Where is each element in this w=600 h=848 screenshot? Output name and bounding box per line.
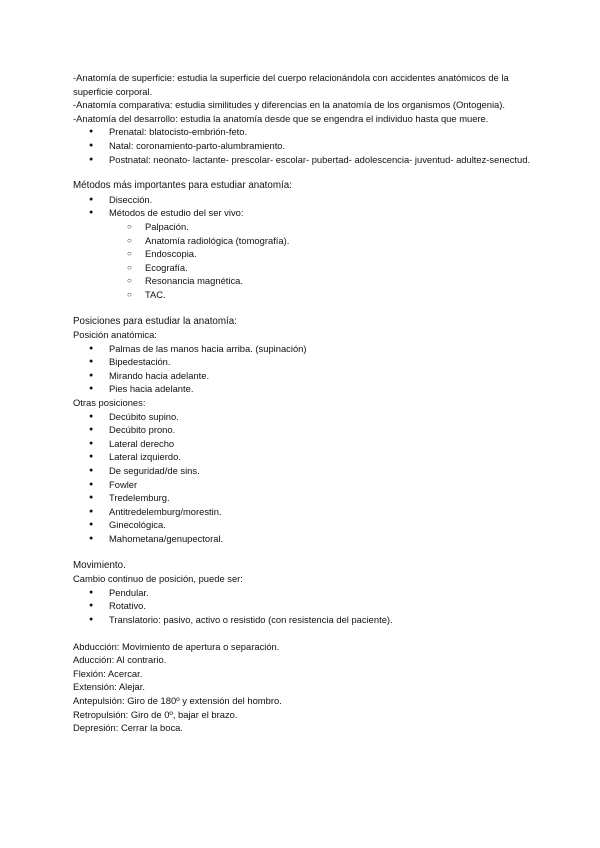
list-item: ● Natal: coronamiento-parto-alumbramiento. (89, 139, 286, 151)
bullet-icon: ● (89, 385, 94, 393)
list-item: ● Disección. (89, 193, 153, 205)
definicion-antepulsion: Antepulsión: Giro de 180º y extensión del hombro. (73, 694, 282, 706)
circle-bullet-icon: ○ (127, 289, 132, 299)
bullet-icon: ● (89, 494, 94, 502)
bullet-icon: ● (89, 507, 94, 515)
sub-list-item: ○ Resonancia magnética. (127, 275, 243, 287)
bullet-icon: ● (89, 602, 94, 610)
anatomia-desarrollo-paragraph: -Anatomía del desarrollo: estudia la anatomía desde que se engendra el individuo hasta que muere. (73, 112, 489, 124)
bullet-icon: ● (89, 344, 94, 352)
otras-posiciones-label: Otras posiciones: (73, 397, 146, 409)
list-item: ● Métodos de estudio del ser vivo: (89, 207, 244, 219)
definicion-flexion: Flexión: Acercar. (73, 667, 143, 679)
bullet-icon: ● (89, 358, 94, 366)
definicion-abduccion: Abducción: Movimiento de apertura o separación. (73, 640, 280, 652)
sub-list-item: ○ Palpación. (127, 220, 189, 232)
bullet-icon: ● (89, 195, 94, 203)
list-item: ● Mahometana/genupectoral. (89, 533, 224, 544)
list-item: ● Prenatal: blatocisto-embrión-feto. (89, 126, 248, 138)
metodos-list (73, 193, 533, 302)
list-item: ● Decúbito supino. (89, 410, 179, 422)
circle-bullet-icon: ○ (127, 276, 132, 286)
list-item: ● Pies hacia adelante. (89, 383, 194, 395)
definicion-extension: Extensión: Alejar. (73, 681, 145, 693)
definicion-aduccion: Aducción: Al contrario. (73, 654, 167, 666)
document-page (73, 71, 533, 735)
posiciones-heading: Posiciones para estudiar la anatomía: (73, 315, 237, 327)
list-item: ● Palmas de las manos hacia arriba. (supinación) (89, 342, 307, 354)
bullet-icon: ● (89, 615, 94, 623)
movimiento-intro: Cambio continuo de posición, puede ser: (73, 573, 243, 585)
sub-list-item: ○ Endoscopia. (127, 248, 197, 260)
list-item: ● Bipedestación. (89, 356, 171, 368)
bullet-icon: ● (89, 371, 94, 379)
bullet-icon: ● (89, 480, 94, 488)
list-item: ● Antitredelemburg/morestin. (89, 505, 222, 517)
circle-bullet-icon: ○ (127, 249, 132, 259)
bullet-icon: ● (89, 467, 94, 475)
list-item: ● Lateral derecho (89, 437, 175, 449)
list-item: ● Rotativo. (89, 600, 146, 612)
posicion-anatomica-list (73, 342, 533, 396)
list-item: ● Postnatal: neonato- lactante- prescolar- escolar- pubertad- adolescencia- juventud- adultez-senectud. (89, 153, 531, 165)
list-item: ● Translatorio: pasivo, activo o resistido (con resistencia del paciente). (89, 613, 393, 625)
development-stages-list (73, 125, 533, 166)
bullet-icon: ● (89, 209, 94, 217)
list-item: ● Ginecológica. (89, 519, 166, 531)
sub-list-item: ○ TAC. (127, 288, 166, 300)
list-item: ● Lateral izquierdo. (89, 451, 181, 463)
anatomia-comparativa-paragraph: -Anatomía comparativa: estudia similitudes y diferencias en la anatomía de los organismos (Ontogenia). (73, 99, 505, 111)
metodos-heading: Métodos más importantes para estudiar anatomía: (73, 180, 292, 192)
movimiento-list (73, 586, 533, 627)
bullet-icon: ● (89, 439, 94, 447)
anatomia-superficie-paragraph: -Anatomía de superficie: estudia la superficie del cuerpo relacionándola con accidentes anatómicos de la superficie corporal. (73, 72, 509, 97)
definicion-depresion: Depresión: Cerrar la boca. (73, 722, 183, 734)
list-item: ● Tredelemburg. (89, 492, 170, 504)
bullet-icon: ● (89, 453, 94, 461)
bullet-icon: ● (89, 155, 94, 163)
list-item: ● Pendular. (89, 586, 149, 598)
list-item: ● Fowler (89, 478, 138, 490)
movimiento-heading: Movimiento. (73, 559, 126, 571)
list-item: ● De seguridad/de sins. (89, 465, 200, 477)
bullet-icon: ● (89, 426, 94, 434)
bullet-icon: ● (89, 412, 94, 420)
bullet-icon: ● (89, 521, 94, 529)
otras-posiciones-list (73, 410, 533, 546)
bullet-icon: ● (89, 141, 94, 149)
list-item: ● Decúbito prono. (89, 424, 176, 436)
bullet-icon: ● (89, 535, 94, 542)
circle-bullet-icon: ○ (127, 235, 132, 245)
posicion-anatomica-label: Posición anatómica: (73, 329, 157, 341)
sub-list-item: ○ Anatomía radiológica (tomografía). (127, 234, 290, 246)
bullet-icon: ● (89, 128, 94, 136)
sub-list-item: ○ Ecografía. (127, 261, 188, 273)
circle-bullet-icon: ○ (127, 262, 132, 272)
definicion-retropulsion: Retropulsión: Giro de 0º, bajar el brazo. (73, 708, 238, 720)
bullet-icon: ● (89, 588, 94, 596)
list-item: ● Mirando hacia adelante. (89, 369, 210, 381)
circle-bullet-icon: ○ (127, 221, 132, 231)
